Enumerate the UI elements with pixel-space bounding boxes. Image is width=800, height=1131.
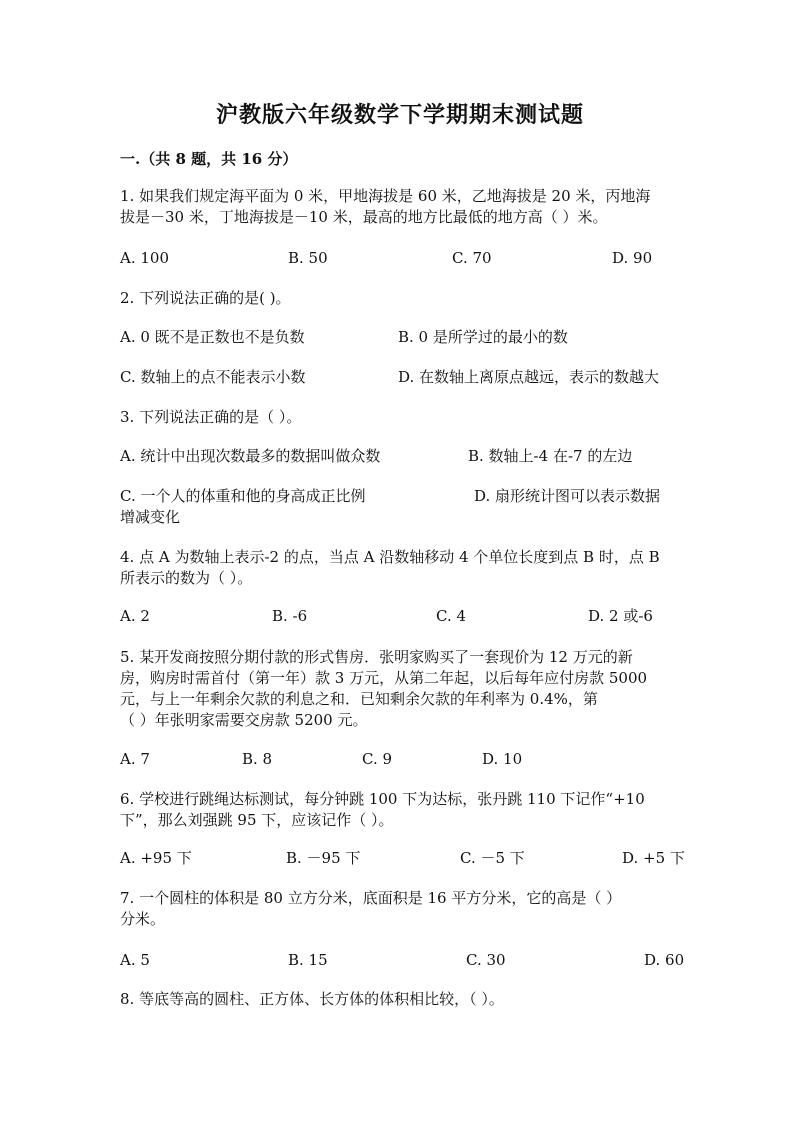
section-heading: 一.（共 8 题，共 16 分）: [120, 150, 298, 168]
question-1: [120, 186, 680, 228]
option-d: D. 2 或-6: [588, 607, 653, 625]
option-d: D. 在数轴上离原点越远，表示的数越大: [398, 368, 660, 386]
question-3: [120, 407, 680, 428]
option-a: A. 5: [120, 951, 150, 969]
option-b: B. －95 下: [286, 849, 361, 867]
question-line: 5. 某开发商按照分期付款的形式售房．张明家购买了一套现价为 12 万元的新: [120, 648, 633, 666]
question-line: 6. 学校进行跳绳达标测试，每分钟跳 100 下为达标，张丹跳 110 下记作“+10: [120, 790, 645, 808]
question-line: 下”，那么刘强跳 95 下，应该记作（ ）。: [120, 811, 394, 829]
question-line: 分米。: [120, 910, 166, 928]
option-c: C. 一个人的体重和他的身高成正比例: [120, 487, 366, 505]
question-line: （ ）年张明家需要交房款 5200 元。: [120, 711, 368, 729]
option-d: D. 90: [612, 249, 653, 267]
option-c: C. －5 下: [460, 849, 525, 867]
option-c: C. 70: [452, 249, 492, 267]
option-c: C. 4: [436, 607, 467, 625]
option-b: B. -6: [272, 607, 308, 625]
question-line: 2. 下列说法正确的是( )。: [120, 289, 291, 307]
option-b: B. 数轴上-4 在-7 的左边: [468, 447, 633, 465]
option-d-continuation: 增减变化: [120, 508, 181, 526]
option-d: D. 10: [482, 750, 523, 768]
question-4: [120, 547, 680, 589]
question-7: [120, 888, 680, 930]
question-line: 1. 如果我们规定海平面为 0 米，甲地海拔是 60 米，乙地海拔是 20 米，丙地海: [120, 187, 651, 205]
option-a: A. 100: [120, 249, 169, 267]
question-line: 所表示的数为（ ）。: [120, 569, 253, 587]
question-2: [120, 288, 680, 309]
option-d: D. 扇形统计图可以表示数据: [474, 487, 661, 505]
option-c: C. 9: [362, 750, 393, 768]
option-b: B. 15: [288, 951, 328, 969]
question-line: 3. 下列说法正确的是（ ）。: [120, 408, 302, 426]
page-title: 沪教版六年级数学下学期期末测试题: [215, 102, 584, 128]
option-a: A. +95 下: [120, 849, 192, 867]
question-line: 房，购房时需首付（第一年）款 3 万元，从第二年起，以后每年应付房款 5000: [120, 669, 648, 687]
option-d: D. 60: [644, 951, 685, 969]
option-b: B. 8: [242, 750, 273, 768]
question-line: 4. 点 A 为数轴上表示-2 的点，当点 A 沿数轴移动 4 个单位长度到点 B 时，点 B: [120, 548, 660, 566]
question-line: 元，与上一年剩余欠款的利息之和．已知剩余欠款的年利率为 0.4%，第: [120, 690, 598, 708]
question-line: 7. 一个圆柱的体积是 80 立方分米，底面积是 16 平方分米，它的高是（ ）: [120, 889, 622, 907]
option-a: A. 2: [120, 607, 150, 625]
option-d: D. +5 下: [622, 849, 685, 867]
option-c: C. 30: [466, 951, 506, 969]
option-a: A. 0 既不是正数也不是负数: [120, 328, 305, 346]
option-b: B. 0 是所学过的最小的数: [398, 328, 568, 346]
question-8: [120, 989, 680, 1010]
option-a: A. 统计中出现次数最多的数据叫做众数: [120, 447, 381, 465]
option-b: B. 50: [288, 249, 328, 267]
question-5: [120, 647, 680, 731]
question-6: [120, 789, 680, 831]
option-c: C. 数轴上的点不能表示小数: [120, 368, 306, 386]
question-line: 8. 等底等高的圆柱、正方体、长方体的体积相比较，（ ）。: [120, 990, 504, 1008]
question-line: 拔是－30 米，丁地海拔是－10 米，最高的地方比最低的地方高（ ）米。: [120, 208, 608, 226]
option-a: A. 7: [120, 750, 150, 768]
